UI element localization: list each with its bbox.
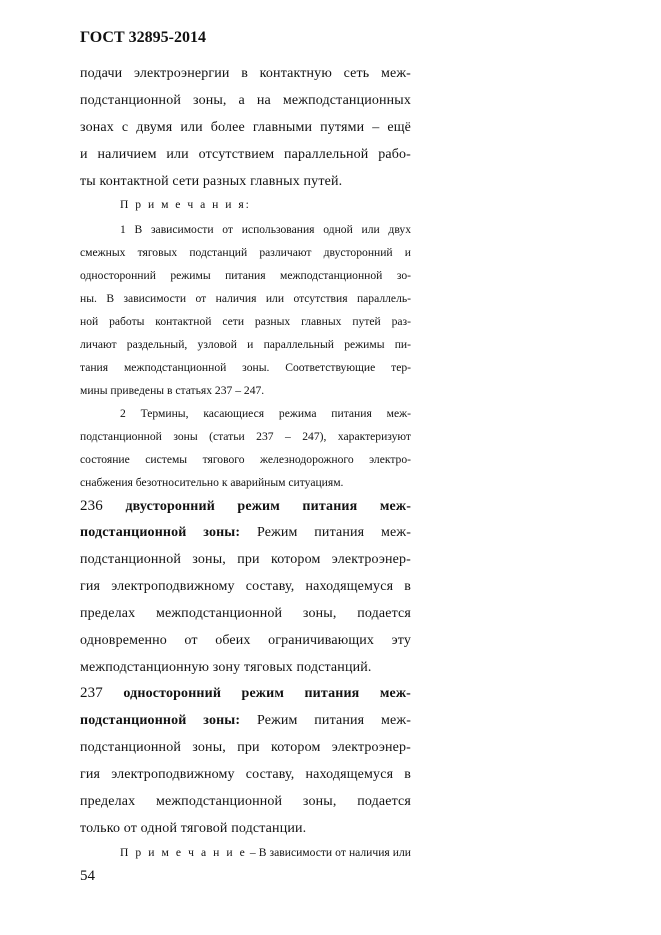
text-line: ты контактной сети разных главных путей. — [80, 174, 343, 189]
note-line: личают раздельный, узловой и параллельный режимы пи- — [80, 338, 411, 351]
term-title: двусторонний режим питания меж- — [125, 499, 412, 514]
note-line: смежных тяговых подстанций различают двусторонний и — [80, 246, 411, 259]
note-line: подстанционной зоны (статьи 237 – 247), характеризуют — [80, 430, 411, 443]
bottom-note-label: П р и м е ч а н и е — [120, 846, 247, 859]
note-line: 1 В зависимости от использования одной или двух — [120, 223, 411, 236]
term-title-cont: подстанционной зоны: — [80, 525, 241, 540]
document-header: ГОСТ 32895-2014 — [80, 29, 206, 46]
definition-line: гия электроподвижному составу, находящемуся в — [80, 767, 411, 782]
note-line: состояние системы тягового железнодорожного электро- — [80, 453, 411, 466]
page-number: 54 — [80, 868, 95, 884]
term-title-cont: подстанционной зоны: — [80, 713, 241, 728]
note-line: снабжения безотносительно к аварийным ситуациям. — [80, 476, 344, 489]
term-236-line2 — [80, 525, 411, 541]
term-237-heading — [80, 685, 411, 702]
term-number: 237 — [80, 685, 103, 701]
definition-line: одновременно от обеих ограничивающих эту — [80, 633, 411, 648]
note-line: ны. В зависимости от наличия или отсутствия параллель- — [80, 292, 411, 305]
notes-heading: П р и м е ч а н и я: — [120, 198, 251, 211]
definition-line: только от одной тяговой подстанции. — [80, 821, 307, 836]
text-line: и наличием или отсутствием параллельной рабо- — [80, 147, 411, 162]
note-line: тания межподстанционной зоны. Соответствующие тер- — [80, 361, 411, 374]
definition-line: подстанционной зоны, при котором электроэнер- — [80, 740, 411, 755]
text-line: зонах с двумя или более главными путями – ещё — [80, 120, 411, 135]
note-line: 2 Термины, касающиеся режима питания меж- — [120, 407, 411, 420]
text-line: подстанционной зоны, а на межподстанционных — [80, 93, 411, 108]
term-number: 236 — [80, 498, 103, 514]
text-line: подачи электроэнергии в контактную сеть меж- — [80, 66, 411, 81]
note-line: ной работы контактной сети разных главных путей раз- — [80, 315, 411, 328]
definition-line: гия электроподвижному составу, находящемуся в — [80, 579, 411, 594]
term-236-heading — [80, 498, 411, 515]
bottom-note-text: – В зависимости от наличия или — [249, 846, 411, 859]
definition-line: пределах межподстанционной зоны, подается — [80, 794, 411, 809]
definition-line: подстанционной зоны, при котором электроэнер- — [80, 552, 411, 567]
term-237-line2 — [80, 713, 411, 729]
definition-start: Режим питания меж- — [256, 525, 411, 540]
note-line: односторонний режимы питания межподстанционной зо- — [80, 269, 411, 282]
definition-line: межподстанционную зону тяговых подстанций. — [80, 660, 372, 675]
bottom-note — [120, 846, 411, 859]
term-title: односторонний режим питания меж- — [123, 686, 411, 701]
definition-line: пределах межподстанционной зоны, подается — [80, 606, 411, 621]
note-line: мины приведены в статьях 237 – 247. — [80, 384, 265, 397]
definition-start: Режим питания меж- — [256, 713, 411, 728]
